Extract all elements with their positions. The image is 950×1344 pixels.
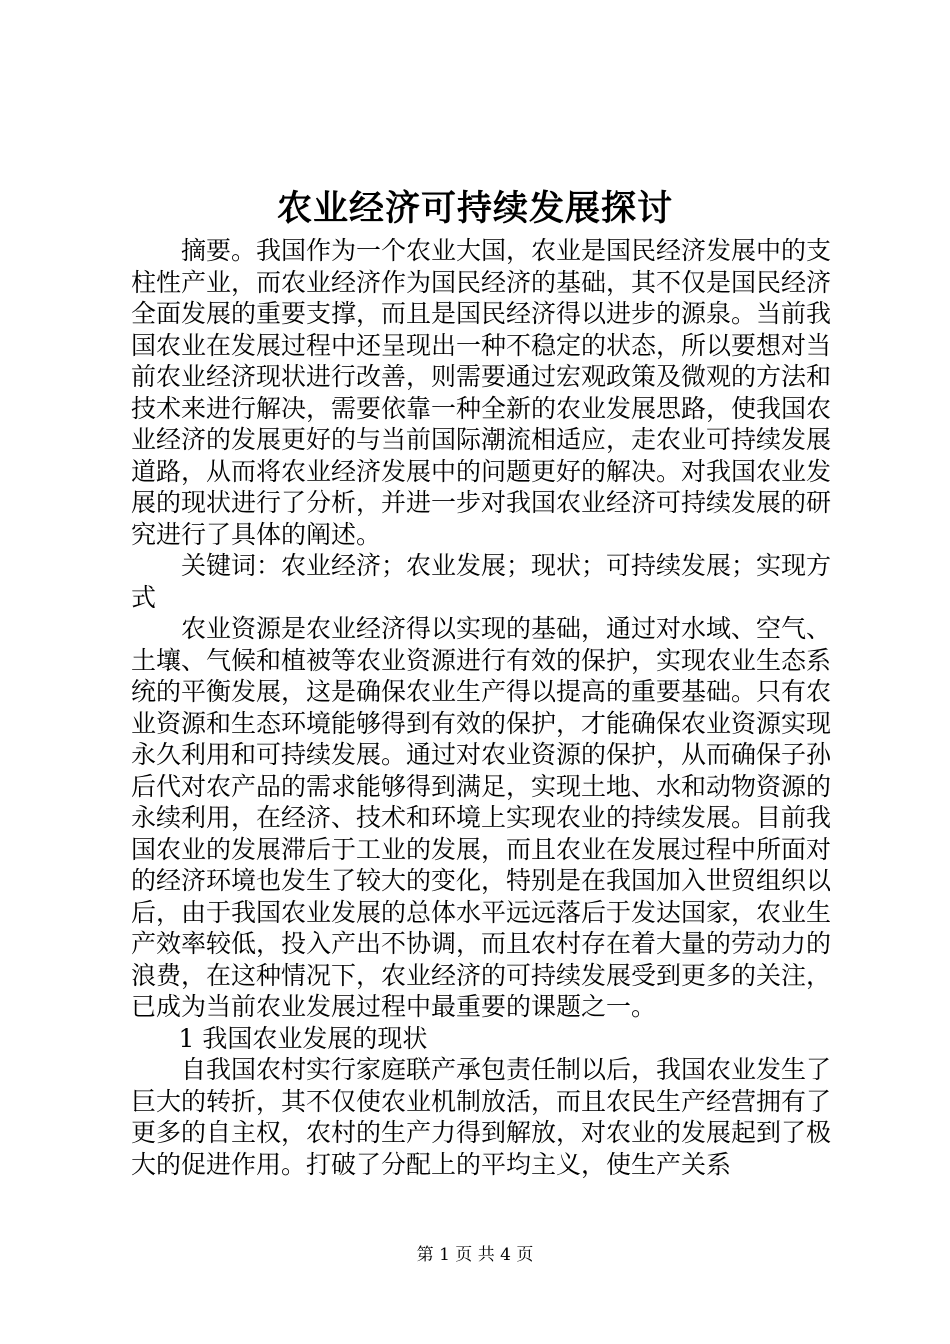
section-paragraph: 自我国农村实行家庭联产承包责任制以后，我国农业发生了巨大的转折，其不仅使农业机制放活，而且农民生产经营拥有了更多的自主权，农村的生产力得到解放，对农业的发展起到了极大的促进作用。打破了分配上的平均主义，使生产关系 — [131, 1055, 832, 1179]
document-title: 农业经济可持续发展探讨 — [276, 188, 673, 229]
section-heading: 1 我国农业发展的现状 — [178, 1023, 428, 1053]
keywords-paragraph: 关键词：农业经济；农业发展；现状；可持续发展；实现方式 — [131, 551, 832, 612]
abstract-paragraph: 摘要。我国作为一个农业大国，农业是国民经济发展中的支柱性产业，而农业经济作为国民经济的基础，其不仅是国民经济全面发展的重要支撑，而且是国民经济得以进步的源泉。当前我国农业在发展过程中还呈现出一种不稳定的状态，所以要想对当前农业经济现状进行改善，则需要通过宏观政策及微观的方法和技术来进行解决，需要依靠一种全新的农业发展思路，使我国农业经济的发展更好的与当前国际潮流相适应，走农业可持续发展道路，从而将农业经济发展中的问题更好的解决。对我国农业发展的现状进行了分析，并进一步对我国农业经济可持续发展的研究进行了具体的阐述。 — [131, 236, 832, 549]
intro-paragraph: 农业资源是农业经济得以实现的基础，通过对水域、空气、土壤、气候和植被等农业资源进行有效的保护，实现农业生态系统的平衡发展，这是确保农业生产得以提高的重要基础。只有农业资源和生态环境能够得到有效的保护，才能确保农业资源实现永久利用和可持续发展。通过对农业资源的保护，从而确保子孙后代对农产品的需求能够得到满足，实现土地、水和动物资源的永续利用，在经济、技术和环境上实现农业的持续发展。目前我国农业的发展滞后于工业的发展，而且农业在发展过程中所面对的经济环境也发生了较大的变化，特别是在我国加入世贸组织以后，由于我国农业发展的总体水平远远落后于发达国家，农业生产效率较低，投入产出不协调，而且农村存在着大量的劳动力的浪费，在这种情况下，农业经济的可持续发展受到更多的关注，已成为当前农业发展过程中最重要的课题之一。 — [131, 614, 832, 1021]
page-footer: 第 1 页 共 4 页 — [416, 1245, 534, 1265]
document-body — [131, 235, 831, 1180]
